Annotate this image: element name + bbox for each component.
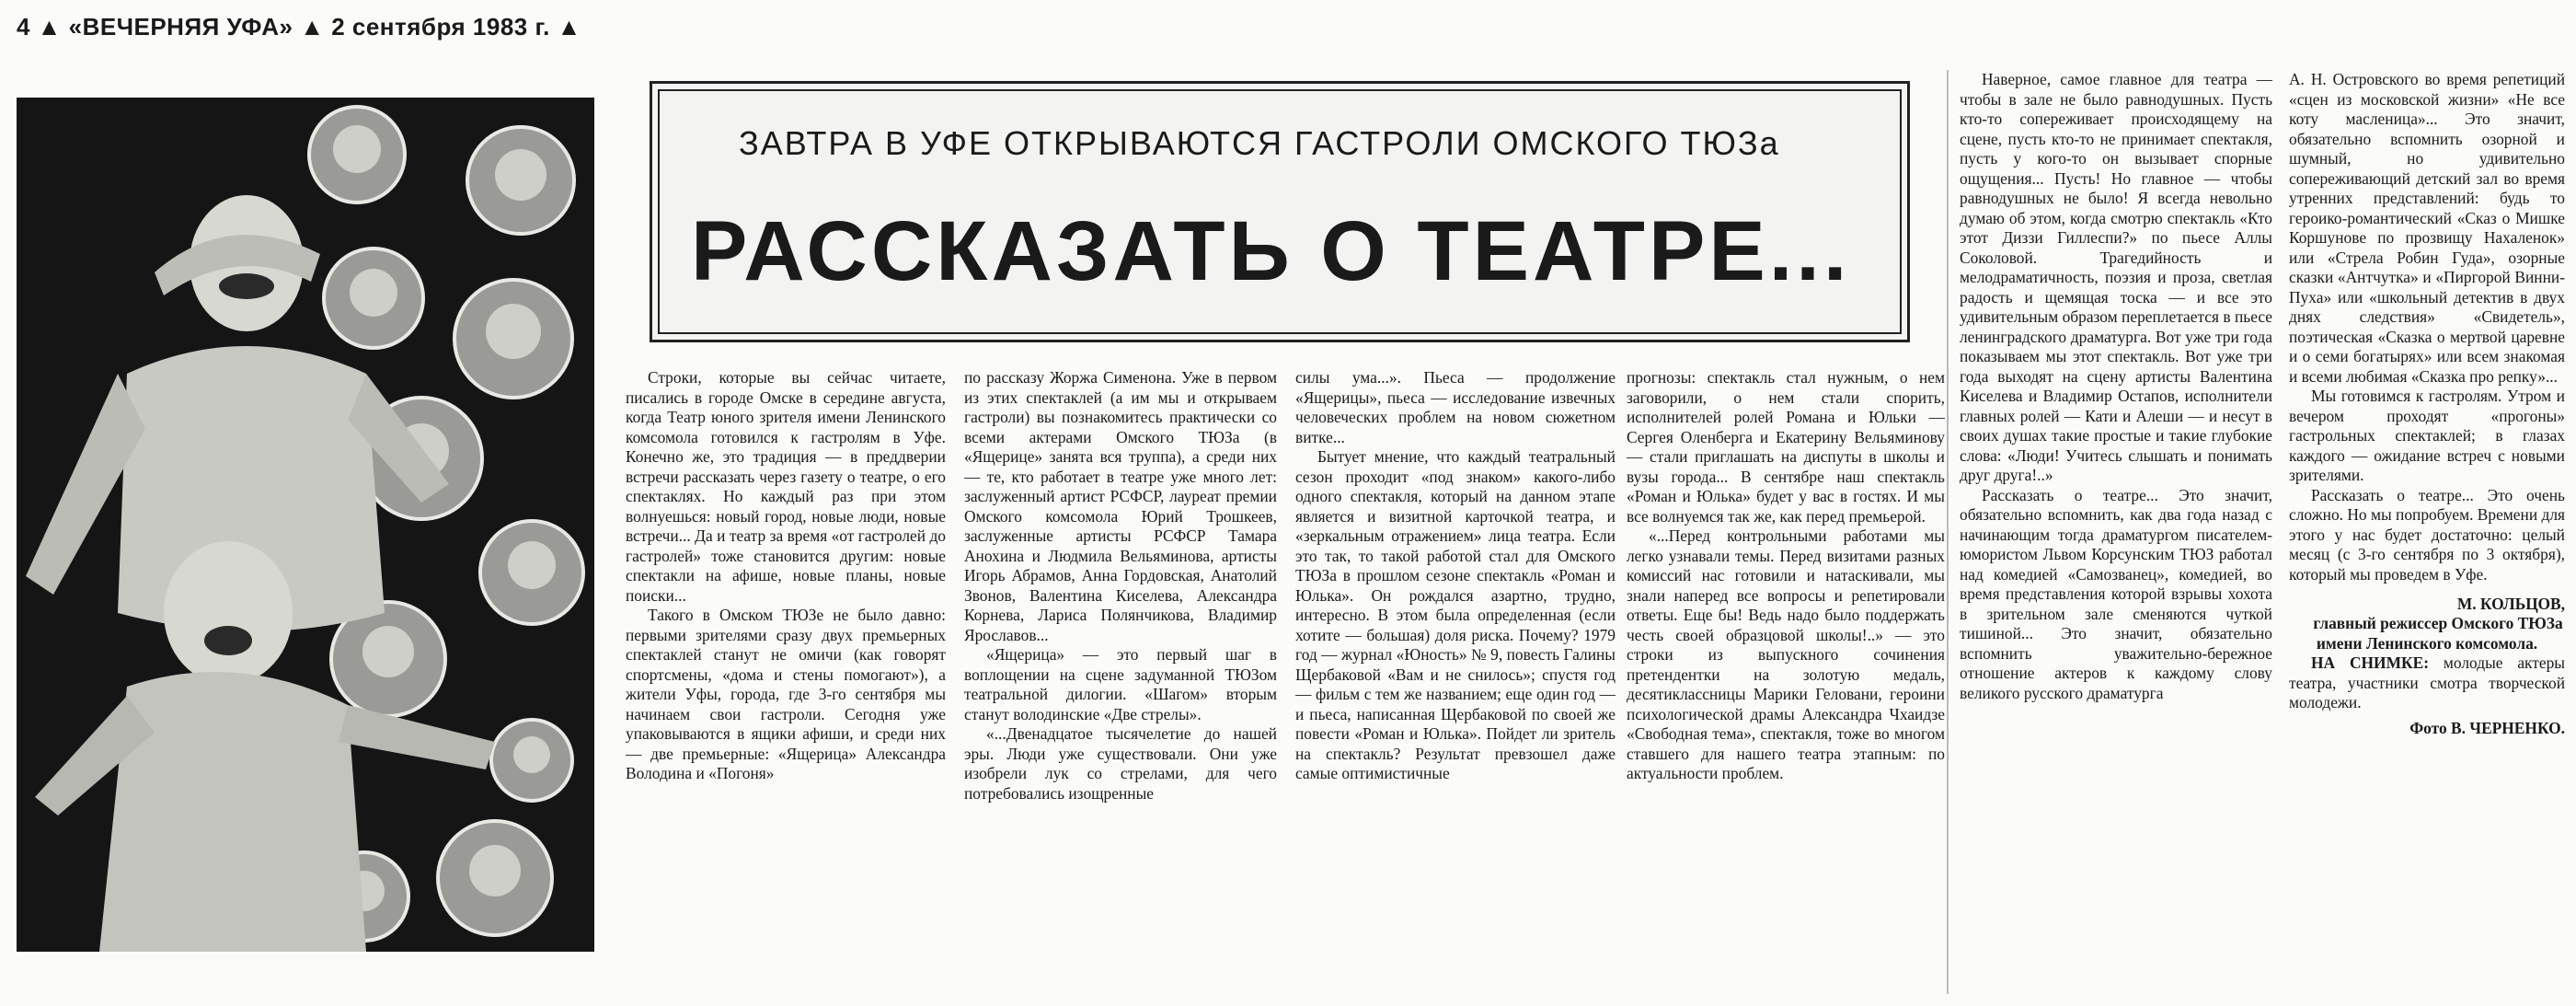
article-column-4 <box>1627 368 1945 994</box>
paragraph: Рассказать о театре... Это очень сложно. Но мы попробуем. Времени для этого у нас будет достаточно: целый месяц (с 3-го сентября по 3 октября), который мы проведем в Уфе. <box>2289 485 2565 584</box>
author-title: главный режиссер Омского ТЮЗа имени Ленинского комсомола. <box>2313 614 2563 653</box>
caption-label: НА СНИМКЕ: <box>2311 653 2429 672</box>
paragraph: А. Н. Островского во время репетиций «сцен из московской жизни» «Не все коту масленица»... Это значит, обязательно вспомнить озорной и шумный, но удивительно сопереживающий детский зал во время утренних представлений: будь то героико-романтический «Сказ о Мишке Коршунове по прозвищу Нахаленок» или «Стрела Робин Гуда», озорные сказки «Антчутка» и «Пиргорой Винни-Пуха» или «школьный детектив в двух днях следствия» «Свидетель», поэтическая «Сказка о мертвой царевне и о семи богатырях» или всем знакомая и всеми любимая «Сказка про репку»... <box>2289 70 2565 386</box>
paragraph: Бытует мнение, что каждый театральный сезон проходит «под знаком» какого-либо одного спектакля, который на данном этапе является и визитной карточкой театра, и «зеркальным отражением» лица театра. Если это так, то такой работой стал для Омского ТЮЗа в прошлом сезоне спектакль «Роман и Юлька». Он рождался азартно, трудно, интересно. В этом была определенная (если хотите — большая) доля риска. Почему? 1979 год — журнал «Юность» № 9, повесть Галины Щербаковой «Вам и не снилось»; спустя год — фильм с тем же названием; еще один год — и пьеса, написанная Щербаковой по своей же повести «Роман и Юлька». Пойдет ли зритель на спектакль? Результат превзошел даже самые оптимистичные <box>1295 447 1616 782</box>
headline-box <box>650 81 1910 342</box>
photo-credit: Фото В. ЧЕРНЕНКО. <box>2409 718 2565 737</box>
article-photo <box>17 98 594 952</box>
article-column-3 <box>1295 368 1616 994</box>
kicker: ЗАВТРА В УФЕ ОТКРЫВАЮТСЯ ГАСТРОЛИ ОМСКОГО ТЮЗа <box>739 124 1780 162</box>
article-column-5 <box>1960 70 2272 994</box>
photo-caption <box>2289 653 2565 713</box>
newspaper-header <box>17 6 624 57</box>
headline: РАССКАЗАТЬ О ТЕАТРЕ... <box>691 204 1851 298</box>
paragraph: Рассказать о театре... Это значит, обязательно вспомнить, как два года назад с начинающим тогда драматургом писателем-юмористом Львом Корсунским ТЮЗ работал над комедией «Самозванец», комедией, во время представления которой взрывы хохота в зрительном зале сменяются чуткой тишиной... Это значит, обязательно вспомнить уважительно-бережное отношение актеров к каждому слову великого русского драматурга <box>1960 485 2272 702</box>
article-column-6 <box>2289 70 2565 994</box>
column-divider <box>1947 70 1949 994</box>
paragraph: Мы готовимся к гастролям. Утром и вечером проходят «прогоны» гастрольных спектаклей; в глазах каждого — ожидание встреч с новыми зрителями. <box>2289 387 2565 484</box>
paragraph: силы ума...». Пьеса — продолжение «Ящерицы», пьеса — исследование извечных человеческих проблем на новом сюжетном витке... <box>1295 368 1616 446</box>
paragraph: «Ящерица» — это первый шаг в воплощении на сцене задуманной ТЮЗом театральной дилогии. «Шагом» вторым станут володинские «Две стрелы». <box>964 645 1277 723</box>
article-column-2 <box>964 368 1277 994</box>
paragraph: «...Двенадцатое тысячелетие до нашей эры. Люди уже существовали. Они уже изобрели лук со стрелами, для чего потребовались изощренные <box>964 724 1277 803</box>
paragraph: Строки, которые вы сейчас читаете, писались в городе Омске в середине августа, когда Театр юного зрителя имени Ленинского комсомола готовился к гастролям в Уфе. Конечно же, это традиция — в преддверии встречи рассказать через газету о театре, о его спектаклях. Но каждый раз при этом волнуешься: новый город, новые люди, новые встречи... Да и театр за время «от гастролей до гастролей» тоже становится другим: новые спектакли на афише, новые планы, новые поиски... <box>626 368 946 605</box>
paragraph: прогнозы: спектакль стал нужным, о нем заговорили, о нем стали спорить, исполнителей ролей Романа и Юльки — Сергея Оленберга и Екатерину Вельяминову — стали приглашать на диспуты в школы и вузы города... В сентябре наш спектакль «Роман и Юлька» будет у вас в гостях. И мы все волнуемся так же, как перед премьерой. <box>1627 368 1945 526</box>
caption-text: молодые актеры театра, участники смотра творческой молодежи. <box>2289 653 2565 711</box>
paragraph: «...Перед контрольными работами мы легко узнавали темы. Перед визитами разных комиссий нас готовили и натаскивали, мы знали наперед все вопросы и репетировали ответы. Еще бы! Ведь надо было поддержать честь своей образцовой школы!..» — это строки из выпускного сочинения претендентки на золотую медаль, десятиклассницы Марики Геловани, героини психологической драмы Александра Чхаидзе «Свободная тема», спектакля, тоже во многом ставшего для нашего театра этапным: по актуальности проблем. <box>1627 526 1945 782</box>
article-column-1 <box>626 368 946 994</box>
header-text: 4 ▲ «ВЕЧЕРНЯЯ УФА» ▲ 2 сентября 1983 г. ▲ <box>17 13 581 40</box>
paragraph: Такого в Омском ТЮЗе не было давно: первыми зрителями сразу двух премьерных спектаклей станут не омичи (как говорят спортсмены, «дома и стены помогают»), а жители Уфы, города, где 3-го сентября мы начинаем свои гастроли. Сегодня уже упаковываются в ящики афиши, и среди них — две премьерные: «Ящерица» Александра Володина и «Погоня» <box>626 606 946 782</box>
author-signature: М. КОЛЬЦОВ, <box>2456 595 2565 613</box>
photo-illustration <box>17 98 594 952</box>
paragraph: по рассказу Жоржа Сименона. Уже в первом из этих спектаклей (а им мы и открываем гастроли) вы познакомитесь практически со всеми актерами Омского ТЮЗа (в «Ящерице» занята вся труппа), а среди них — те, кто работает в театре уже много лет: заслуженный артист РСФСР, лауреат премии Омского комсомола Юрий Трошкеев, заслуженные артисты РСФСР Тамара Анохина и Людмила Вельяминова, артисты Игорь Абрамов, Анна Гордовская, Анатолий Звонов, Валентина Киселева, Александра Корнева, Лариса Полянчикова, Владимир Ярославов... <box>964 368 1277 644</box>
paragraph: Наверное, самое главное для театра — чтобы в зале не было равнодушных. Пусть кто-то сопереживает происходящему на сцене, пусть кто-то не принимает спектакля, пусть у кого-то он вызывает спорные ощущения... Пусть! Но главное — чтобы равнодушных не было! Я всегда невольно думаю об этом, когда смотрю спектакль «Кто этот Диззи Гиллеспи?» по пьесе Аллы Соколовой. Трагедийность и мелодраматичность, поэзия и проза, светлая радость и щемящая тоска — и все это удивительным образом переплетается в пьесе ленинградского драматурга. Вот уже три года показываем мы этот спектакль. Вот уже три года выходят на сцену артисты Валентина Киселева и Владимир Остапов, исполнители главных ролей — Кати и Алеши — и несут в своих душах такие простые и такие глубокие слова: «Люди! Учитесь слышать и понимать друг друга!..» <box>1960 70 2272 484</box>
